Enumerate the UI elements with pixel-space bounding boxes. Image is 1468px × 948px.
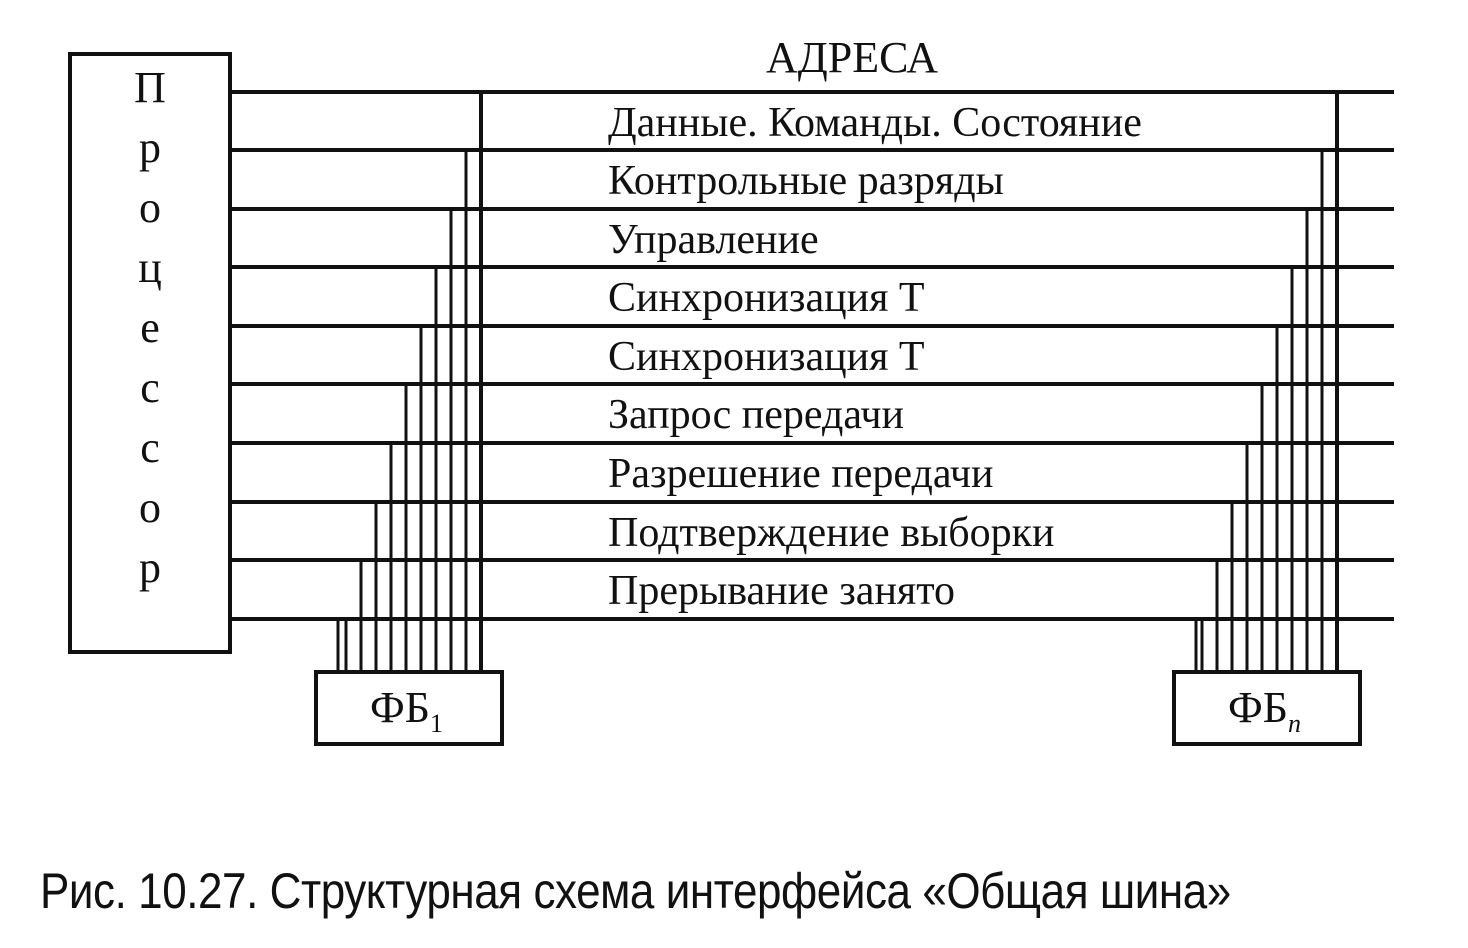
address-bus-label: АДРЕСА <box>766 33 939 82</box>
functional-block-n <box>1172 670 1362 746</box>
functional-block-n-label <box>1228 683 1302 738</box>
functional-block-1-base: ФБ <box>370 683 431 732</box>
bus-line-label: Данные. Команды. Состояние <box>608 100 1142 146</box>
functional-block-n-base: ФБ <box>1228 683 1289 732</box>
functional-block-n-index: n <box>1288 709 1302 738</box>
functional-block-1 <box>314 670 504 746</box>
processor-letter: с <box>140 423 160 472</box>
bus-line-label: Подтверждение выборки <box>608 510 1055 556</box>
bus-line-label: Управление <box>608 217 819 263</box>
bus-line-label: Синхронизация Т <box>608 275 925 321</box>
processor-letter: о <box>139 183 161 232</box>
processor-letter: П <box>134 63 166 112</box>
processor-letter: р <box>139 543 161 592</box>
functional-block-1-label <box>370 683 444 738</box>
bus-line-label: Прерывание занято <box>608 568 956 614</box>
bus-line-label: Разрешение передачи <box>608 451 994 497</box>
processor-letter: о <box>139 483 161 532</box>
processor-letter: ц <box>138 243 162 292</box>
bus-line-label: Запрос передачи <box>608 392 904 438</box>
bus-line-label: Синхронизация Т <box>608 334 925 380</box>
functional-block-1-index: 1 <box>430 709 444 738</box>
processor-letter: р <box>139 123 161 172</box>
figure-caption: Рис. 10.27. Структурная схема интерфейса «Общая шина» <box>40 863 1231 919</box>
processor-letter: с <box>140 363 160 412</box>
bus-line-label: Контрольные разряды <box>608 158 1004 204</box>
processor-block <box>68 52 232 654</box>
processor-letter: е <box>140 303 160 352</box>
